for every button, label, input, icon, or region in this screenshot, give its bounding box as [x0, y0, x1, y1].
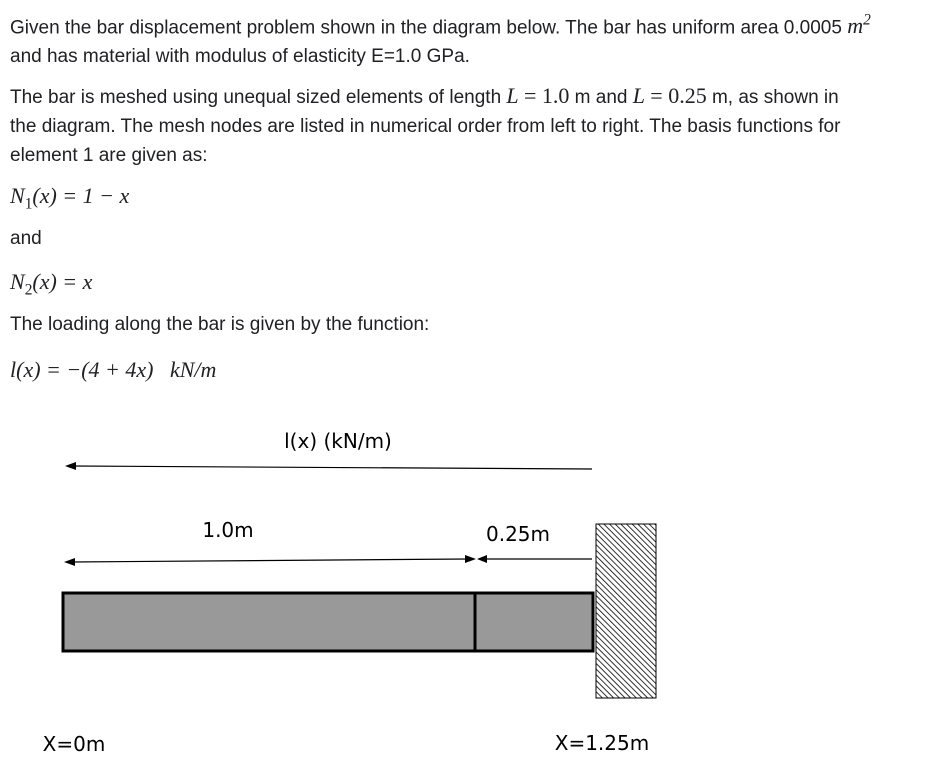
- length-val-2: = 0.25: [650, 83, 707, 108]
- x0-label: X=0m: [42, 732, 106, 756]
- load-arrow-line: [72, 466, 592, 469]
- bar-element-2: [475, 593, 593, 651]
- dim-arrowhead-1-right: [465, 555, 476, 563]
- load-arrowhead: [65, 462, 76, 470]
- mesh-description: The bar is meshed using unequal sized elements of length L = 1.0 m and L = 0.25 m, as shown in the diagram. The mesh nodes are listed in numerical order from left to right. The basis functions for element 1 are given as:: [10, 83, 841, 166]
- length-var-2: L: [632, 83, 645, 108]
- dim-label-1: 1.0m: [202, 518, 254, 542]
- loading-text: The loading along the bar is given by the function:: [10, 314, 430, 335]
- dim-arrowhead-1-left: [64, 558, 75, 566]
- dim-label-2: 0.25m: [485, 522, 551, 546]
- x1-label: X=1.25m: [554, 731, 650, 755]
- basis-function-2: $N_2(x) = x$: [10, 269, 93, 299]
- intro-text-2: and has material with modulus of elasticity E=1.0 GPa.: [10, 46, 470, 68]
- bar-element-1: [63, 593, 475, 651]
- fixed-wall: [596, 524, 656, 698]
- basis-function-1: $N_1(x) = 1 - x$: [10, 183, 130, 213]
- dim-arrowhead-2-left: [477, 555, 487, 563]
- loading-equation: l(x) = −(4 + 4x) kN/m: [10, 357, 217, 382]
- area-unit: $m^2$: [847, 12, 871, 39]
- and-text: and: [10, 228, 42, 249]
- intro-text-1: Given the bar displacement problem shown in the diagram below. The bar has uniform area 0.0005: [10, 17, 842, 39]
- dim-arrow-1: [72, 559, 468, 562]
- length-val-1: = 1.0: [523, 83, 570, 108]
- length-var-1: L: [506, 83, 519, 108]
- load-label: l(x) (kN/m): [284, 429, 392, 453]
